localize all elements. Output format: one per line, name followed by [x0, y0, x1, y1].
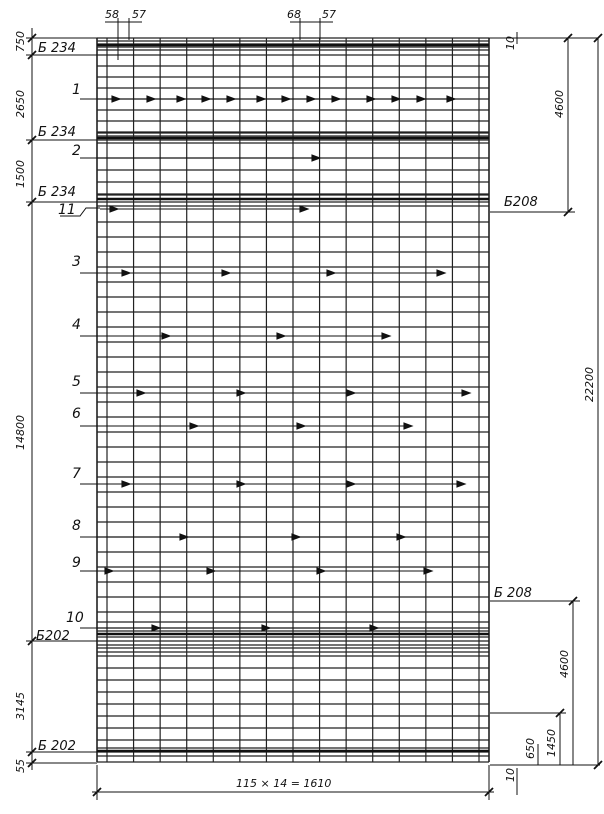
bar-mark-7: 7 [72, 466, 81, 482]
arrow-head [112, 96, 120, 102]
arrow-head [397, 534, 405, 540]
bar-mark-6: 6 [72, 406, 81, 422]
mesh-grid [97, 38, 489, 762]
band-labels [36, 41, 538, 754]
arrow-head [297, 423, 305, 429]
arrow-head [327, 270, 335, 276]
arrow-head [404, 423, 412, 429]
arrow-head [317, 568, 325, 574]
arrow-head [417, 96, 425, 102]
label-b234-top: Б 234 [38, 41, 76, 56]
dim-650: 650 [524, 738, 537, 759]
arrow-head [312, 155, 320, 161]
arrow-head [367, 96, 375, 102]
dimension-lines [26, 18, 602, 800]
bar-mark-2: 2 [72, 143, 81, 159]
arrow-head [347, 481, 355, 487]
right-dimension-labels [504, 36, 596, 782]
arrow-head [122, 270, 130, 276]
arrow-head [292, 534, 300, 540]
arrow-head [347, 390, 355, 396]
arrow-head [122, 481, 130, 487]
arrow-head [457, 481, 465, 487]
arrow-head [110, 206, 118, 212]
label-b234-low: Б 234 [38, 185, 76, 200]
arrow-head [137, 390, 145, 396]
bar-mark-10: 10 [66, 610, 84, 626]
dim-bottom-total: 115 × 14 = 1610 [236, 777, 332, 790]
label-b208-bottom: Б 208 [494, 586, 532, 601]
left-dimension-labels [14, 31, 27, 773]
bar-arrows [80, 96, 470, 631]
bar-mark-4: 4 [72, 317, 81, 333]
arrow-head [190, 423, 198, 429]
label-b202-bottom: Б 202 [38, 739, 76, 754]
arrow-head [282, 96, 290, 102]
arrow-head [147, 96, 155, 102]
dim-4600-top: 4600 [553, 90, 566, 118]
bar-mark-1: 1 [72, 82, 81, 98]
dim-4600-bottom: 4600 [558, 650, 571, 678]
arrow-head [382, 333, 390, 339]
dim-1450: 1450 [545, 729, 558, 757]
arrow-head [105, 568, 113, 574]
arrow-head [332, 96, 340, 102]
arrow-head [237, 481, 245, 487]
arrow-head [300, 206, 308, 212]
arrow-head [307, 96, 315, 102]
arrow-head [202, 96, 210, 102]
bar-mark-9: 9 [72, 555, 81, 571]
arrow-head [257, 96, 265, 102]
bar-mark-3: 3 [72, 254, 81, 270]
arrow-head [462, 390, 470, 396]
label-b234-mid: Б 234 [38, 125, 76, 140]
dim-3145: 3145 [14, 692, 27, 720]
bar-mark-numbers [58, 82, 84, 626]
arrow-head [437, 270, 445, 276]
dim-14800: 14800 [14, 415, 27, 450]
dim-10-bottom: 10 [504, 768, 517, 782]
bar-mark-5: 5 [72, 374, 81, 390]
arrow-head [237, 390, 245, 396]
dim-68: 68 [287, 8, 301, 21]
bar-mark-8: 8 [72, 518, 81, 534]
dim-55: 55 [14, 759, 27, 773]
arrow-head [152, 625, 160, 631]
top-dimension-labels [105, 8, 336, 21]
label-b202-top: Б202 [36, 629, 70, 644]
arrow-head [177, 96, 185, 102]
dim-57: 57 [132, 8, 146, 21]
arrow-head [447, 96, 455, 102]
label-b208-top: Б208 [504, 195, 538, 210]
dim-750: 750 [14, 31, 27, 52]
dim-1500: 1500 [14, 160, 27, 188]
bar-mark-11: 11 [58, 202, 76, 218]
dim-58: 58 [105, 8, 119, 21]
arrow-head [227, 96, 235, 102]
arrow-head [370, 625, 378, 631]
arrow-head [222, 270, 230, 276]
arrow-head [162, 333, 170, 339]
dim-2650: 2650 [14, 90, 27, 118]
arrow-head [277, 333, 285, 339]
arrow-head [424, 568, 432, 574]
dim-22200: 22200 [583, 367, 596, 402]
dim-57: 57 [322, 8, 336, 21]
dim-10-top: 10 [504, 36, 517, 50]
